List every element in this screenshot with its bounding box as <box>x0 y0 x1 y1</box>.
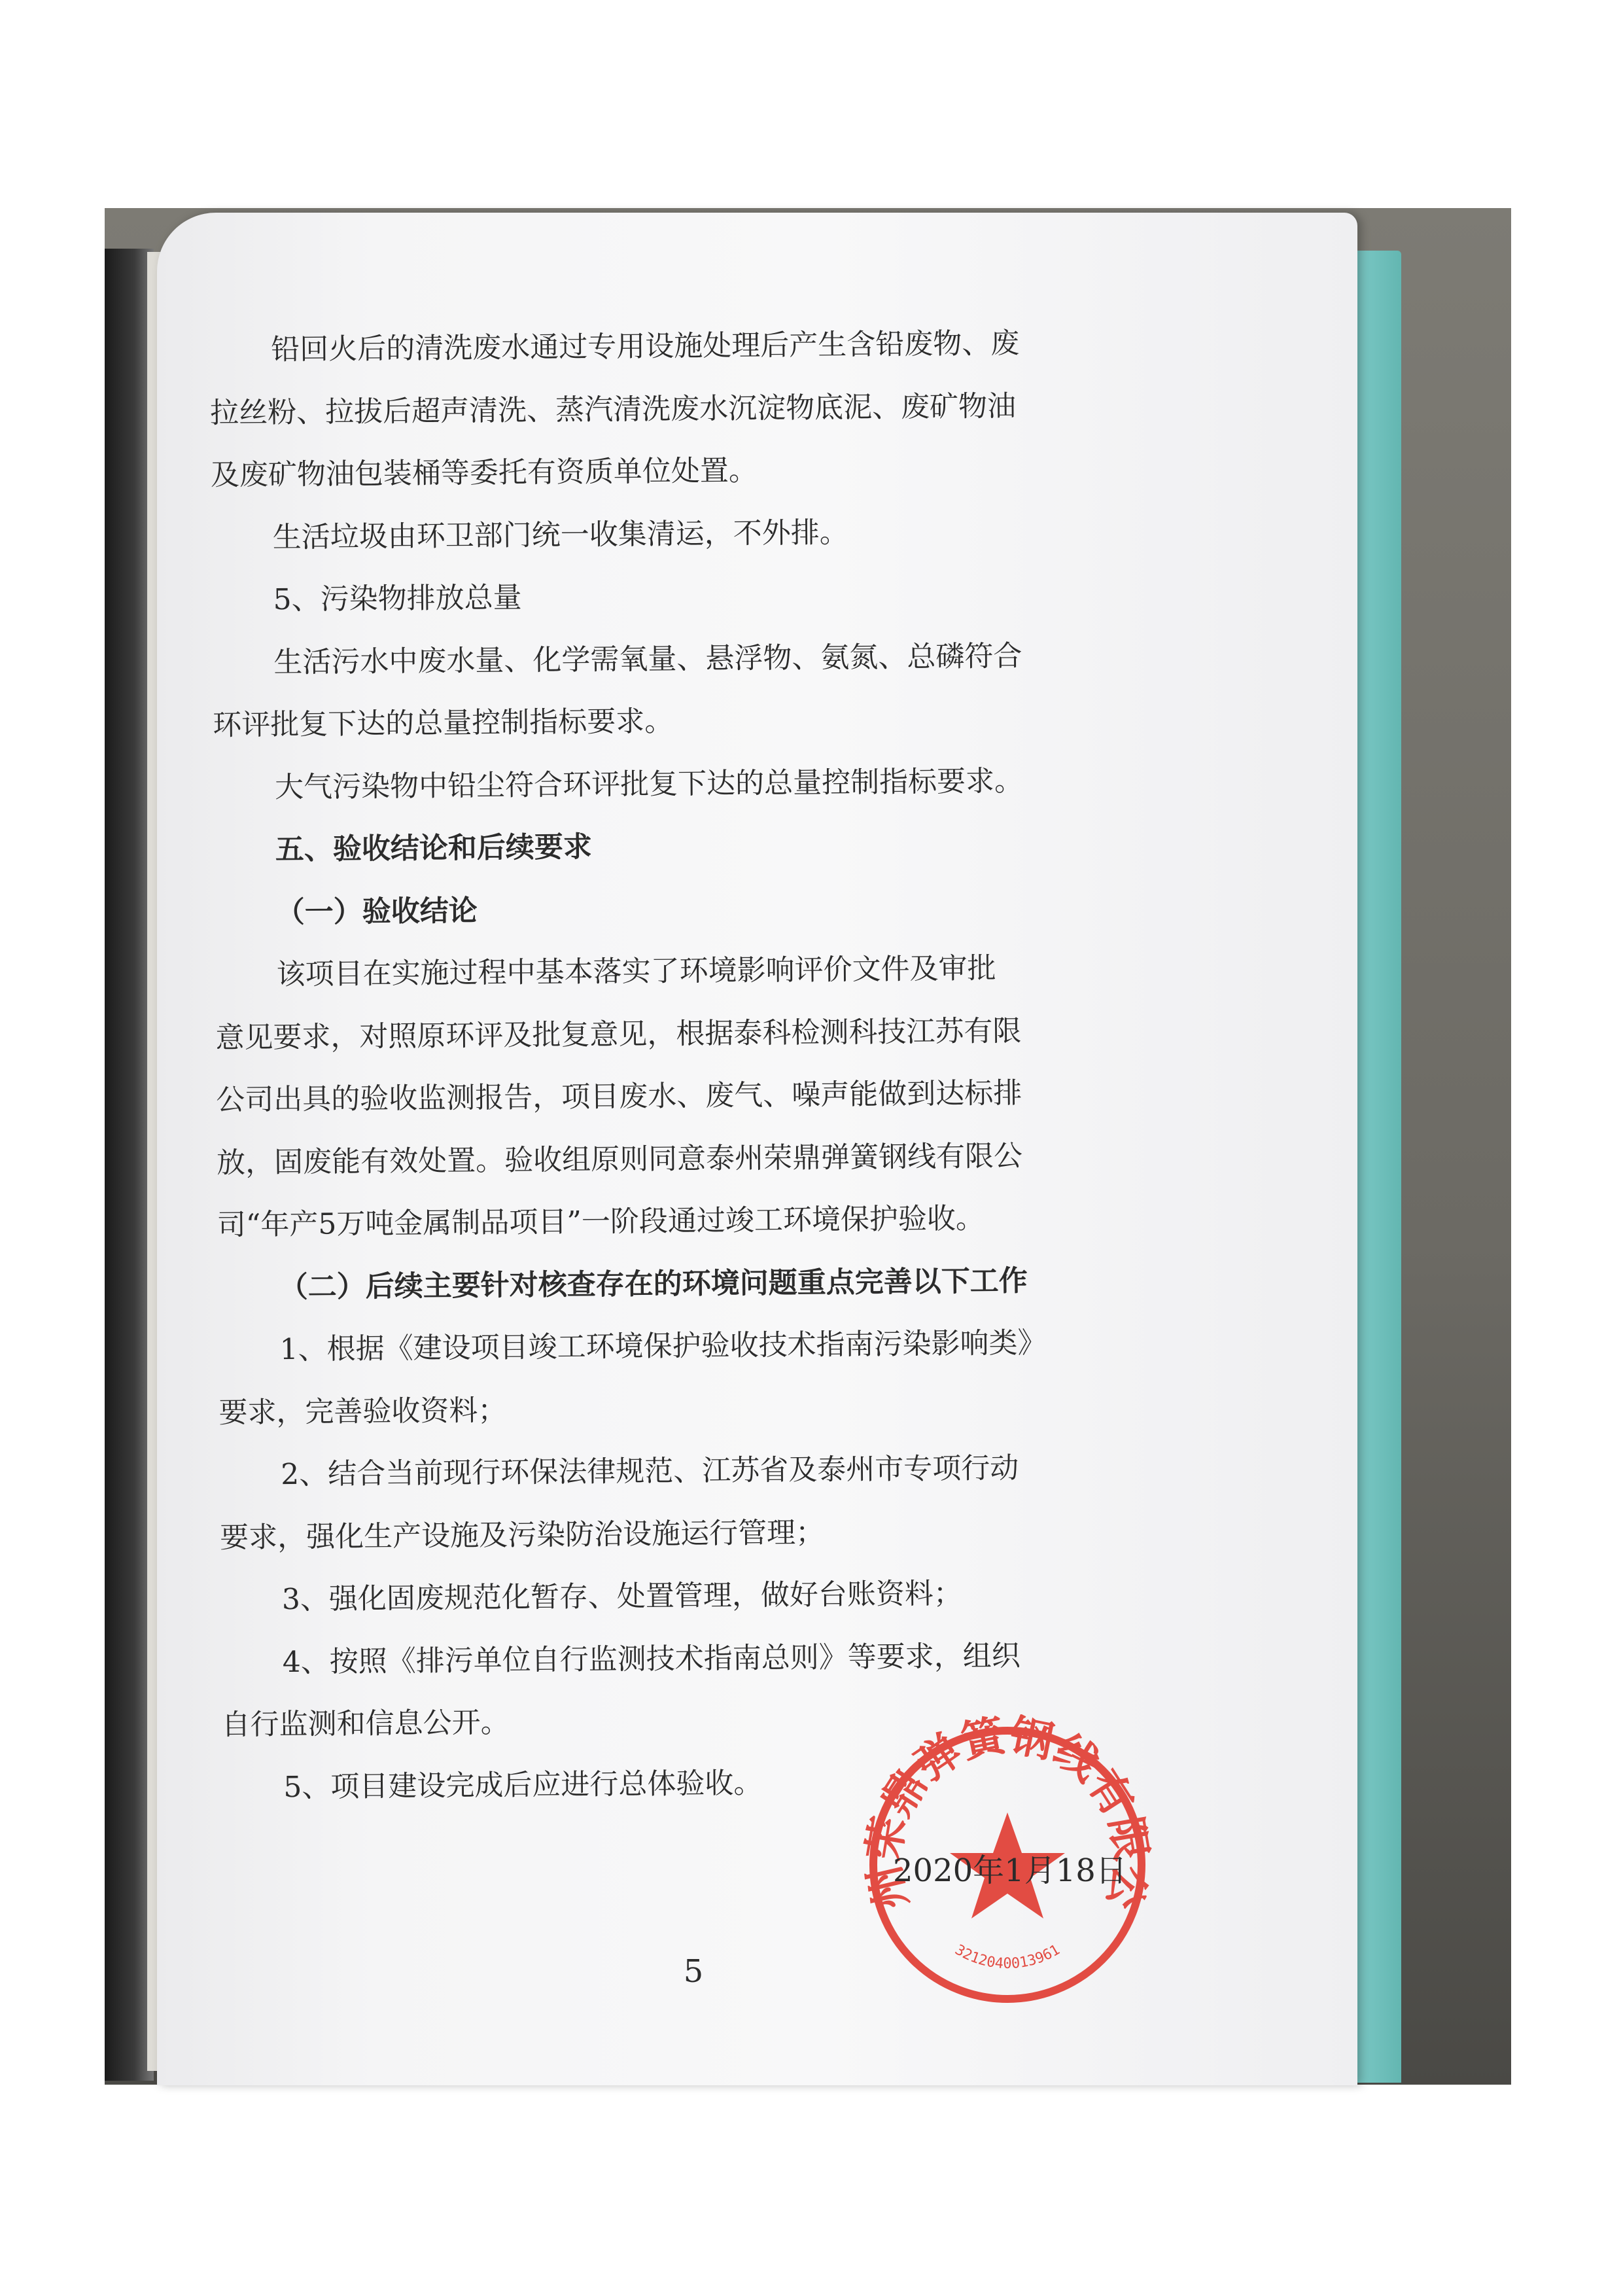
seal-code: 3212040013961 <box>952 1941 1063 1973</box>
page-number: 5 <box>683 1953 704 1990</box>
body-line: 要求，强化生产设施及污染防治设施运行管理； <box>219 1515 825 1555</box>
body-line: 司“年产5万吨金属制品项目”一阶段通过竣工环境保护验收。 <box>217 1201 985 1242</box>
section-heading: 五、验收结论和后续要求 <box>275 830 593 867</box>
body-line: 1、根据《建设项目竣工环境保护验收技术指南污染影响类》 <box>279 1326 1047 1367</box>
document-body <box>209 322 1184 1830</box>
body-line: 2、结合当前现行环保法律规范、江苏省及泰州市专项行动 <box>281 1451 1019 1492</box>
body-line: 及废矿物油包装桶等委托有资质单位处置。 <box>210 453 758 492</box>
body-line: 环评批复下达的总量控制指标要求。 <box>213 704 674 742</box>
body-line: 大气污染物中铅尘符合环评批复下达的总量控制指标要求。 <box>274 764 1024 804</box>
body-line: 5、项目建设完成后应进行总体验收。 <box>283 1766 763 1804</box>
body-line: 公司出具的验收监测报告，项目废水、废气、噪声能做到达标排 <box>216 1076 1022 1117</box>
document-date: 2020年1月18日 <box>893 1852 1127 1889</box>
section-subheading: （一）验收结论 <box>275 893 478 929</box>
body-line: 自行监测和信息公开。 <box>221 1706 510 1742</box>
seal-text: 州荣鼎弹簧钢线有限公 <box>857 1714 1158 1915</box>
body-line: 拉丝粉、拉拔后超声清洗、蒸汽清洗废水沉淀物底泥、废矿物油 <box>209 389 1017 430</box>
section-subheading: 5、污染物排放总量 <box>273 580 522 617</box>
body-line: 该项目在实施过程中基本落实了环境影响评价文件及审批 <box>276 951 996 992</box>
body-line: 生活污水中废水量、化学需氧量、悬浮物、氨氮、总磷符合 <box>273 639 1022 679</box>
book-spine-shadow <box>105 249 154 2081</box>
body-line: 放，固废能有效处置。验收组原则同意泰州荣鼎弹簧钢线有限公 <box>216 1139 1023 1180</box>
body-line: 3、强化固废规范化暂存、处置管理，做好台账资料； <box>281 1577 963 1617</box>
body-line: 要求，完善验收资料； <box>218 1393 507 1430</box>
body-line: 意见要求，对照原环评及批复意见，根据泰科检测科技江苏有限 <box>215 1014 1022 1055</box>
body-line: 4、按照《排污单位自行监测技术指南总则》等要求，组织 <box>282 1638 1021 1679</box>
section-subheading: （二）后续主要针对核查存在的环境问题重点完善以下工作 <box>279 1263 1028 1304</box>
body-line: 生活垃圾由环卫部门统一收集清运，不外排。 <box>272 515 848 554</box>
body-line: 铅回火后的清洗废水通过专用设施处理后产生含铅废物、废 <box>271 327 1020 367</box>
